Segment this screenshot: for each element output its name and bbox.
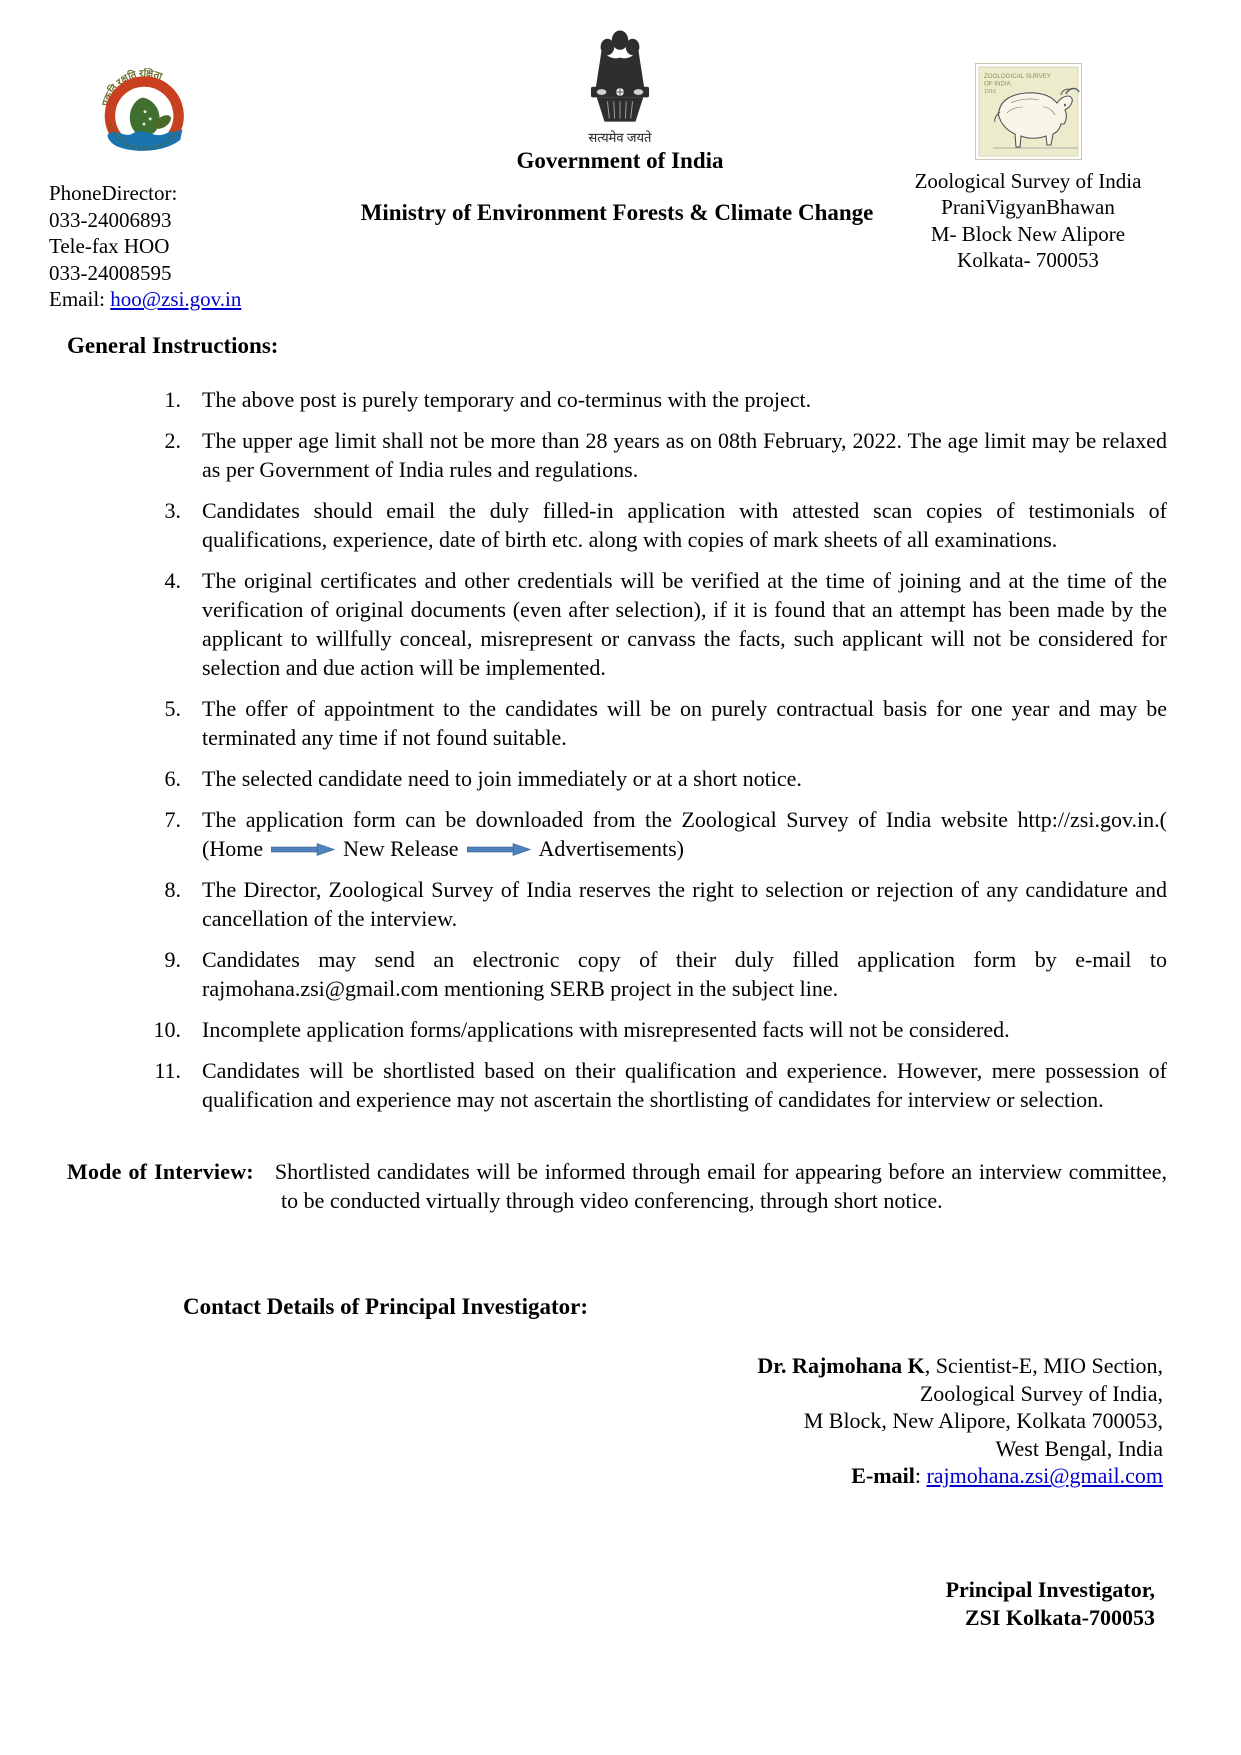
pi-email-label: E-mail bbox=[851, 1463, 915, 1489]
emblem-motto: सत्यमेव जयते bbox=[588, 130, 652, 145]
phone-line: PhoneDirector: bbox=[49, 181, 178, 205]
general-instructions-section bbox=[67, 333, 1167, 1126]
address-line: Zoological Survey of India bbox=[914, 169, 1142, 193]
website-step: New Release bbox=[343, 836, 459, 861]
pi-org-line: Zoological Survey of India, bbox=[919, 1380, 1163, 1406]
item-text: Candidates should email the duly filled-in application with attested scan copies of testimonials of qualifications, experience, date of birth etc. along with copies of mark sheets of all examinations. bbox=[202, 498, 1167, 552]
signature-block bbox=[655, 1576, 1155, 1631]
item-text: The original certificates and other credentials will be verified at the time of joining and at the time of the verification of original documents (even after selection), if it is found that an attempt has been made by the applicant to willfully conceal, misrepresent or canvass the facts, such applicant will not be considered for selection and due action will be implemented. bbox=[202, 568, 1167, 680]
pi-email-sep: : bbox=[914, 1463, 927, 1489]
svg-text:ZOOLOGICAL SURVEY: ZOOLOGICAL SURVEY bbox=[983, 73, 1051, 80]
ashoka-emblem-icon bbox=[589, 26, 651, 128]
instruction-item bbox=[67, 426, 1167, 484]
hoo-email-link[interactable]: hoo@zsi.gov.in bbox=[110, 287, 242, 312]
item-text: The upper age limit shall not be more than 28 years as on 08th February, 2022. The age limit may be relaxed as per Government of India rules and regulations. bbox=[202, 428, 1167, 482]
item-number: 1. bbox=[164, 387, 181, 412]
header-right bbox=[900, 63, 1156, 273]
instruction-item bbox=[67, 764, 1167, 793]
item-text: The selected candidate need to join immediately or at a short notice. bbox=[202, 766, 802, 791]
pi-name-line bbox=[463, 1352, 1163, 1380]
instruction-item bbox=[67, 945, 1167, 1003]
item-number: 10. bbox=[153, 1017, 181, 1042]
mode-of-interview bbox=[67, 1157, 1167, 1215]
instruction-item bbox=[67, 694, 1167, 752]
item-text: The above post is purely temporary and co-terminus with the project. bbox=[202, 387, 812, 412]
phone-line: Tele-fax HOO bbox=[49, 234, 170, 259]
zsi-stamp-icon bbox=[975, 63, 1082, 160]
arrow-right-icon bbox=[467, 843, 531, 856]
item-number: 6. bbox=[164, 766, 181, 791]
instruction-item bbox=[67, 385, 1167, 414]
instruction-item bbox=[67, 1015, 1167, 1044]
item-number: 7. bbox=[164, 807, 181, 832]
general-instructions-heading: General Instructions: bbox=[67, 333, 279, 358]
email-label: Email: bbox=[49, 287, 111, 312]
svg-text:Nature Protects if She is Prot: Nature Protects if She is Protected bbox=[105, 122, 179, 153]
svg-text:प्रकृति रक्षति रक्षिता: प्रकृति रक्षति रक्षिता bbox=[100, 68, 164, 108]
zsi-address-block bbox=[900, 168, 1156, 273]
nature-protection-logo-icon bbox=[93, 68, 197, 176]
svg-text:OF INDIA: OF INDIA bbox=[983, 80, 1011, 88]
item-text: Candidates may send an electronic copy of their duly filled application form by e-mail to rajmohana.zsi@gmail.com mentioning SERB project in the subject line. bbox=[202, 947, 1167, 1001]
item-number: 2. bbox=[164, 428, 181, 453]
item-text: The offer of appointment to the candidates will be on purely contractual basis for one year and may be terminated any time if not found suitable. bbox=[202, 696, 1167, 750]
website-step: Advertisements) bbox=[538, 836, 684, 861]
office-contact-block bbox=[49, 180, 299, 313]
website-path-text: The application form can be downloaded from the Zoological Survey of India website http://zsi.gov.in.( (Home bbox=[202, 807, 1167, 861]
instruction-item bbox=[67, 875, 1167, 933]
government-title: Government of India bbox=[516, 148, 724, 173]
pi-name: Dr. Rajmohana K bbox=[757, 1353, 925, 1378]
mode-of-interview-text: Shortlisted candidates will be informed through email for appearing before an interview committee, to be conducted virtually through video conferencing, through short notice. bbox=[274, 1159, 1168, 1213]
item-number: 9. bbox=[164, 947, 181, 972]
signature-location: ZSI Kolkata-700053 bbox=[964, 1604, 1155, 1630]
item-text: Candidates will be shortlisted based on their qualification and experience. However, mere possession of qualification and experience may not ascertain the shortlisting of candidates for interview or selection. bbox=[202, 1058, 1167, 1112]
address-line: PraniVigyanBhawan bbox=[941, 195, 1115, 220]
svg-text:1916: 1916 bbox=[983, 89, 996, 95]
address-line: Kolkata- 700053 bbox=[957, 247, 1099, 272]
item-text: The Director, Zoological Survey of India reserves the right to selection or rejection of any candidature and cancellation of the interview. bbox=[202, 877, 1167, 931]
instruction-item bbox=[67, 566, 1167, 682]
item-number: 3. bbox=[164, 498, 181, 523]
item-text bbox=[202, 805, 1167, 863]
pi-region-line: West Bengal, India bbox=[995, 1435, 1163, 1461]
address-line: M- Block New Alipore bbox=[930, 221, 1126, 246]
item-text: Incomplete application forms/applications with misrepresented facts will not be considered. bbox=[202, 1017, 1010, 1042]
instruction-item bbox=[67, 1056, 1167, 1114]
signature-title: Principal Investigator, bbox=[945, 1577, 1155, 1602]
instruction-item bbox=[67, 496, 1167, 554]
pi-designation: , Scientist-E, MIO Section, bbox=[924, 1353, 1163, 1378]
instruction-item-website bbox=[67, 805, 1167, 863]
email-line bbox=[49, 286, 299, 313]
item-number: 11. bbox=[154, 1058, 181, 1083]
pi-email-link[interactable]: rajmohana.zsi@gmail.com bbox=[926, 1463, 1163, 1489]
phone-line: 033-24006893 bbox=[49, 207, 172, 232]
item-number: 5. bbox=[164, 696, 181, 721]
item-number: 4. bbox=[164, 568, 181, 593]
phone-line: 033-24008595 bbox=[49, 260, 172, 285]
item-number: 8. bbox=[164, 877, 181, 902]
mode-of-interview-label: Mode of Interview: bbox=[67, 1159, 254, 1184]
principal-investigator-contact bbox=[463, 1352, 1163, 1490]
contact-details-heading: Contact Details of Principal Investigator: bbox=[183, 1294, 588, 1319]
pi-address-line: M Block, New Alipore, Kolkata 700053, bbox=[803, 1408, 1163, 1434]
pi-email-line bbox=[463, 1462, 1163, 1490]
arrow-right-icon bbox=[271, 843, 335, 856]
ministry-title: Ministry of Environment Forests & Climate Change bbox=[360, 200, 874, 225]
header-center bbox=[300, 26, 940, 174]
